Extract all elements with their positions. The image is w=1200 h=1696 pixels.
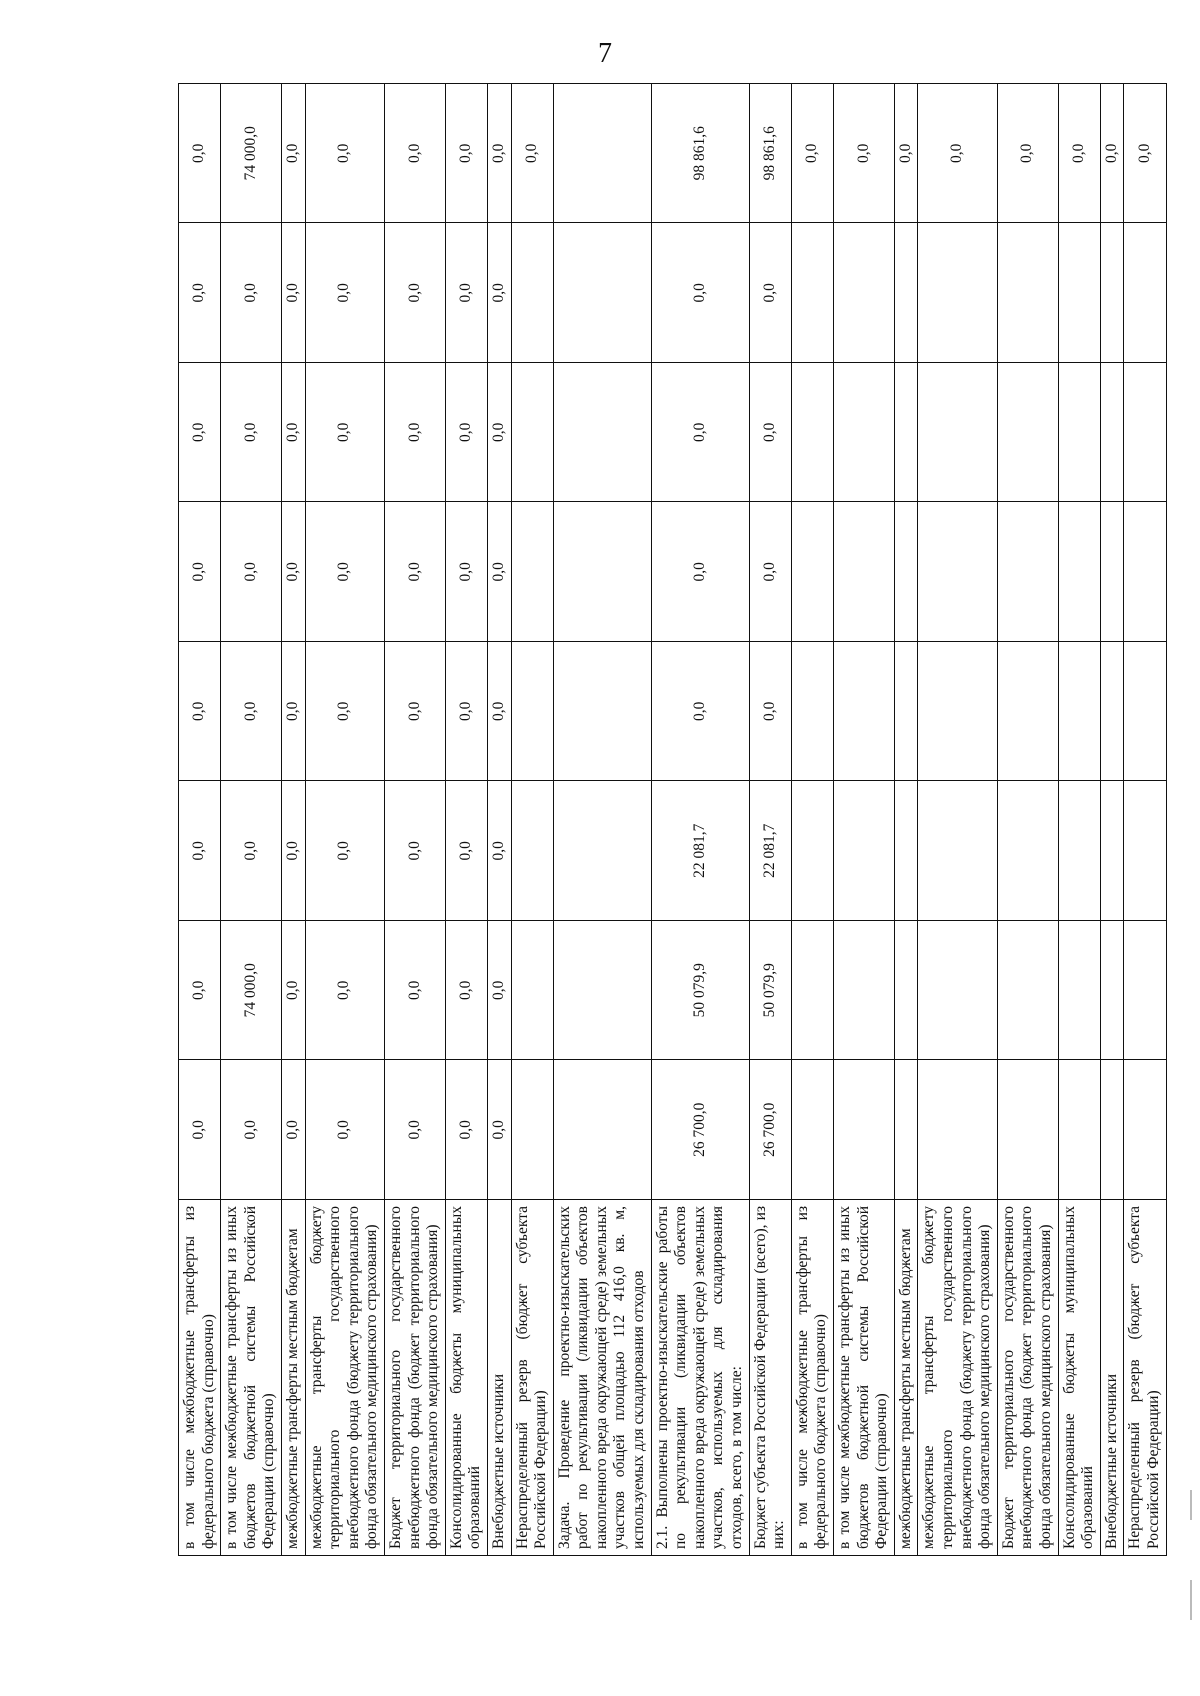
value-cell: 0,0 [305,223,384,363]
value-cell: 0,0 [487,84,511,224]
value-cell [834,921,895,1061]
value-cell: 0,0 [305,502,384,642]
value-cell [511,921,553,1061]
table-row [997,84,1058,1556]
value-cell: 0,0 [749,223,791,363]
value-cell: 0,0 [384,781,445,921]
value-cell [1058,642,1100,782]
row-label: Бюджет субъекта Российской Федерации (всего), из них: [749,1200,791,1556]
value-cell: 0,0 [834,84,895,224]
value-cell: 0,0 [651,363,749,503]
value-cell: 0,0 [179,1060,221,1200]
value-cell [553,84,651,224]
value-cell: 0,0 [221,781,282,921]
value-cell [1124,1060,1166,1200]
value-cell: 22 081,7 [749,781,791,921]
table-row [511,84,553,1556]
value-cell [918,502,997,642]
row-label: в том числе межбюджетные трансферты из федерального бюджета (справочно) [791,1200,833,1556]
value-cell: 0,0 [221,502,282,642]
value-cell: 0,0 [487,1060,511,1200]
row-label: Нераспределенный резерв (бюджет субъекта Российской Федерации) [1124,1200,1166,1556]
value-cell: 50 079,9 [749,921,791,1061]
value-cell [791,921,833,1061]
value-cell: 98 861,6 [651,84,749,224]
value-cell [553,502,651,642]
value-cell: 0,0 [281,1060,305,1200]
table-row [749,84,791,1556]
value-cell [1100,642,1124,782]
value-cell [791,223,833,363]
value-cell [894,502,918,642]
row-label: Нераспределенный резерв (бюджет субъекта Российской Федерации) [511,1200,553,1556]
value-cell [511,642,553,782]
value-cell: 0,0 [487,502,511,642]
value-cell [511,363,553,503]
value-cell [918,921,997,1061]
value-cell: 0,0 [791,84,833,224]
table-row [487,84,511,1556]
value-cell: 0,0 [384,84,445,224]
value-cell [1058,363,1100,503]
value-cell: 0,0 [281,502,305,642]
value-cell: 0,0 [179,921,221,1061]
table-row [651,84,749,1556]
value-cell [997,502,1058,642]
value-cell: 0,0 [305,363,384,503]
value-cell: 0,0 [305,84,384,224]
value-cell: 0,0 [445,502,487,642]
value-cell [1100,502,1124,642]
value-cell: 0,0 [281,84,305,224]
value-cell: 0,0 [918,84,997,224]
value-cell [834,502,895,642]
value-cell: 0,0 [384,363,445,503]
value-cell: 26 700,0 [651,1060,749,1200]
value-cell [997,223,1058,363]
value-cell [1124,223,1166,363]
value-cell: 22 081,7 [651,781,749,921]
value-cell: 0,0 [221,1060,282,1200]
value-cell: 0,0 [487,781,511,921]
table-row [791,84,833,1556]
value-cell: 0,0 [749,642,791,782]
value-cell [791,363,833,503]
value-cell [1124,921,1166,1061]
value-cell: 0,0 [997,84,1058,224]
table-row [1124,84,1166,1556]
value-cell [918,363,997,503]
row-label: Внебюджетные источники [1100,1200,1124,1556]
row-label: в том числе межбюджетные трансферты из федерального бюджета (справочно) [179,1200,221,1556]
table-row [445,84,487,1556]
value-cell: 0,0 [487,363,511,503]
value-cell: 0,0 [179,363,221,503]
table-row [1100,84,1124,1556]
value-cell [997,642,1058,782]
value-cell: 0,0 [384,502,445,642]
value-cell: 0,0 [749,363,791,503]
value-cell [1124,781,1166,921]
value-cell [1058,781,1100,921]
table-row [1058,84,1100,1556]
value-cell: 0,0 [487,642,511,782]
table-row [179,84,221,1556]
value-cell [1124,502,1166,642]
row-label: Задача. Проведение проектно-изыскательских работ по рекультивации (ликвидации объектов накопленного вреда окружающей среде) земельных участков общей площадью 112 416,0 кв. м, используемых для складирования отходов [553,1200,651,1556]
value-cell [511,223,553,363]
value-cell [834,363,895,503]
value-cell: 0,0 [445,1060,487,1200]
value-cell: 0,0 [749,502,791,642]
value-cell [511,781,553,921]
value-cell: 0,0 [651,223,749,363]
row-label: межбюджетные трансферты местным бюджетам [281,1200,305,1556]
row-label: Бюджет территориального государственного внебюджетного фонда (бюджет территориального фонда обязательного медицинского страхования) [384,1200,445,1556]
row-label: Внебюджетные источники [487,1200,511,1556]
value-cell: 0,0 [221,223,282,363]
value-cell: 0,0 [305,781,384,921]
value-cell: 0,0 [511,84,553,224]
scan-edge-mark [1190,1580,1192,1620]
value-cell: 0,0 [651,642,749,782]
value-cell: 0,0 [305,921,384,1061]
value-cell: 0,0 [445,642,487,782]
value-cell: 0,0 [179,223,221,363]
value-cell [894,1060,918,1200]
value-cell: 0,0 [179,642,221,782]
value-cell [1100,1060,1124,1200]
value-cell [894,781,918,921]
value-cell: 0,0 [281,921,305,1061]
value-cell: 0,0 [305,642,384,782]
row-label: в том числе межбюджетные трансферты из иных бюджетов бюджетной системы Российской Федерации (справочно) [221,1200,282,1556]
value-cell [1058,502,1100,642]
scan-edge-mark [1190,1490,1192,1520]
value-cell [997,1060,1058,1200]
value-cell [1100,921,1124,1061]
value-cell: 26 700,0 [749,1060,791,1200]
page-number: 7 [598,38,612,69]
value-cell: 0,0 [384,642,445,782]
row-label: межбюджетные трансферты местным бюджетам [894,1200,918,1556]
value-cell [1124,642,1166,782]
value-cell [1058,1060,1100,1200]
value-cell: 74 000,0 [221,921,282,1061]
value-cell: 0,0 [1100,84,1124,224]
value-cell [997,921,1058,1061]
value-cell [1100,781,1124,921]
table-row [221,84,282,1556]
value-cell [1058,223,1100,363]
value-cell: 0,0 [179,84,221,224]
value-cell: 0,0 [445,781,487,921]
value-cell: 0,0 [1058,84,1100,224]
budget-table [178,83,1167,1556]
value-cell: 0,0 [1124,84,1166,224]
row-label: Консолидированные бюджеты муниципальных образований [445,1200,487,1556]
value-cell [791,781,833,921]
value-cell: 0,0 [384,921,445,1061]
value-cell: 74 000,0 [221,84,282,224]
value-cell: 0,0 [445,363,487,503]
value-cell: 0,0 [445,84,487,224]
value-cell: 0,0 [305,1060,384,1200]
row-label: межбюджетные трансферты бюджету территориального государственного внебюджетного фонда (бюджету территориального фонда обязательного медицинского страхования) [918,1200,997,1556]
value-cell [834,223,895,363]
value-cell: 0,0 [281,642,305,782]
value-cell [918,1060,997,1200]
row-label: 2.1. Выполнены проектно-изыскательские работы по рекультивации (ликвидации объектов накопленного вреда окружающей среде) земельных участков, используемых для складирования отходов, всего, в том числе: [651,1200,749,1556]
value-cell [511,502,553,642]
table-row [281,84,305,1556]
value-cell: 0,0 [445,223,487,363]
value-cell: 0,0 [281,781,305,921]
value-cell [1100,363,1124,503]
value-cell: 0,0 [445,921,487,1061]
value-cell: 0,0 [221,642,282,782]
value-cell [553,363,651,503]
value-cell [1124,363,1166,503]
value-cell [1100,223,1124,363]
value-cell: 0,0 [487,223,511,363]
value-cell [553,781,651,921]
value-cell: 0,0 [281,223,305,363]
value-cell [894,223,918,363]
table-row [553,84,651,1556]
value-cell [894,642,918,782]
value-cell: 98 861,6 [749,84,791,224]
value-cell [997,781,1058,921]
value-cell [894,921,918,1061]
value-cell [918,642,997,782]
value-cell [1058,921,1100,1061]
value-cell [834,642,895,782]
value-cell [553,642,651,782]
value-cell [553,223,651,363]
value-cell [894,363,918,503]
value-cell [791,502,833,642]
value-cell: 0,0 [487,921,511,1061]
table-row [834,84,895,1556]
value-cell: 0,0 [384,223,445,363]
value-cell: 50 079,9 [651,921,749,1061]
row-label: в том числе межбюджетные трансферты из иных бюджетов бюджетной системы Российской Федерации (справочно) [834,1200,895,1556]
value-cell: 0,0 [221,363,282,503]
table-row [918,84,997,1556]
value-cell [997,363,1058,503]
value-cell: 0,0 [894,84,918,224]
value-cell: 0,0 [281,363,305,503]
value-cell: 0,0 [384,1060,445,1200]
value-cell [834,781,895,921]
value-cell: 0,0 [179,502,221,642]
row-label: межбюджетные трансферты бюджету территориального государственного внебюджетного фонда (бюджету территориального фонда обязательного медицинского страхования) [305,1200,384,1556]
row-label: Бюджет территориального государственного внебюджетного фонда (бюджет территориального фонда обязательного медицинского страхования) [997,1200,1058,1556]
value-cell [834,1060,895,1200]
value-cell: 0,0 [179,781,221,921]
value-cell: 0,0 [651,502,749,642]
value-cell [791,642,833,782]
value-cell [511,1060,553,1200]
row-label: Консолидированные бюджеты муниципальных образований [1058,1200,1100,1556]
value-cell [553,1060,651,1200]
table-row [305,84,384,1556]
value-cell [791,1060,833,1200]
rotated-table-area [178,84,1162,1556]
value-cell [553,921,651,1061]
table-row [894,84,918,1556]
table-row [384,84,445,1556]
value-cell [918,223,997,363]
value-cell [918,781,997,921]
